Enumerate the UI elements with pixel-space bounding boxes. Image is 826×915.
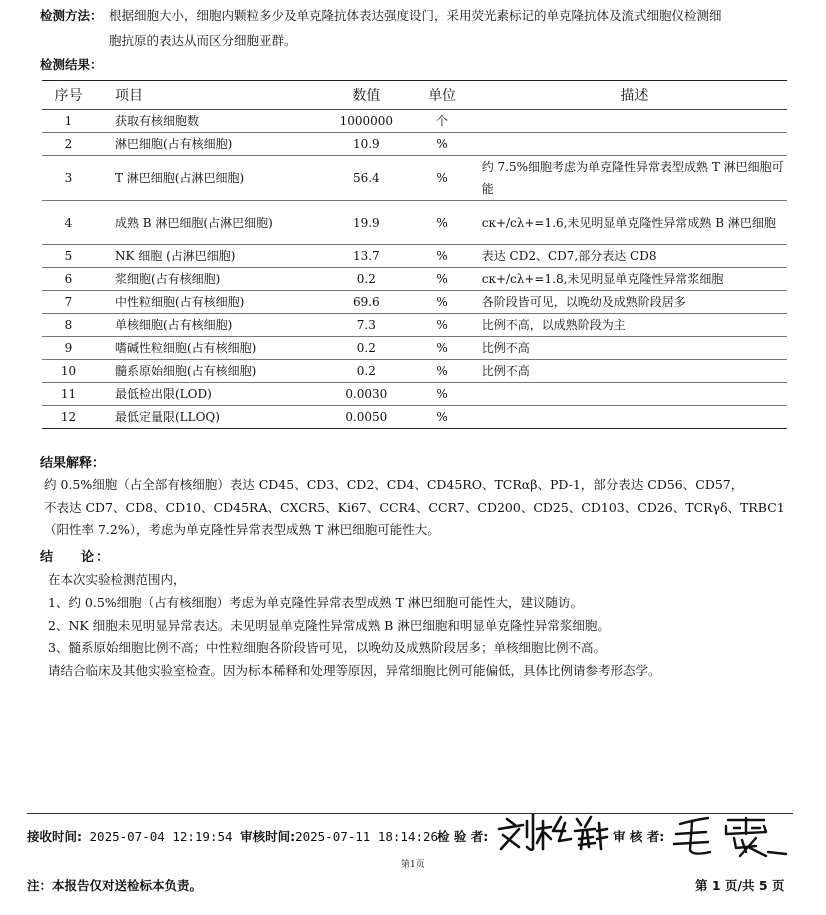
cell-no: 6	[42, 268, 95, 291]
cell-value: 13.7	[322, 245, 410, 268]
cell-no: 11	[42, 383, 95, 406]
cell-unit: 个	[410, 110, 473, 133]
cell-desc: 各阶段皆可见，以晚幼及成熟阶段居多	[474, 291, 787, 314]
page-number-center: 第1页	[401, 860, 425, 870]
cell-desc	[474, 406, 787, 429]
footer-note: 注：本报告仅对送检标本负责。	[27, 878, 203, 893]
cell-no: 5	[42, 245, 95, 268]
cell-no: 12	[42, 406, 95, 429]
conclusion-label-b: 论：	[81, 550, 112, 565]
cell-no: 9	[42, 337, 95, 360]
page-number: 第 1 页/共 5 页	[695, 878, 785, 893]
reviewer-signature	[670, 814, 790, 858]
cell-no: 8	[42, 314, 95, 337]
cell-no: 3	[42, 156, 95, 201]
cell-value: 0.2	[322, 337, 410, 360]
conclusion-line: 1、约 0.5%细胞（占有核细胞）考虑为单克隆性异常表型成熟 T 淋巴细胞可能性大，建议随访。	[48, 595, 583, 610]
cell-item: 最低检出限(LOD)	[95, 383, 322, 406]
cell-item: 最低定量限(LLOQ)	[95, 406, 322, 429]
interpretation-line-3: （阳性率 7.2%），考虑为单克隆性异常表型成熟 T 淋巴细胞可能性大。	[44, 522, 440, 537]
conclusion-label	[40, 546, 111, 565]
cell-value: 0.0030	[322, 383, 410, 406]
inspector-signature	[495, 811, 610, 853]
table-row	[42, 291, 787, 314]
cell-unit: %	[410, 406, 473, 429]
method-text-line-1: 根据细胞大小，细胞内颗粒多少及单克隆抗体表达强度设门，采用荧光素标记的单克隆抗体及流式细胞仪检测细	[109, 8, 722, 23]
cell-desc: cκ+/cλ+=1.6,未见明显单克隆性异常成熟 B 淋巴细胞	[474, 201, 787, 245]
method-label: 检测方法：	[40, 8, 103, 23]
cell-item: 淋巴细胞(占有核细胞)	[95, 133, 322, 156]
cell-desc: 约 7.5%细胞考虑为单克隆性异常表型成熟 T 淋巴细胞可能	[474, 156, 787, 201]
cell-value: 0.2	[322, 268, 410, 291]
conclusion-line: 3、髓系原始细胞比例不高；中性粒细胞各阶段皆可见，以晚幼及成熟阶段居多；单核细胞比例不高。	[48, 640, 606, 655]
conclusion-line: 2、NK 细胞未见明显异常表达。未见明显单克隆性异常成熟 B 淋巴细胞和明显单克隆性异常浆细胞。	[48, 618, 610, 633]
table-row	[42, 156, 787, 201]
table-row	[42, 360, 787, 383]
cell-item: 浆细胞(占有核细胞)	[95, 268, 322, 291]
header-desc: 描述	[474, 81, 787, 110]
table-row	[42, 245, 787, 268]
cell-item: 嗜碱性粒细胞(占有核细胞)	[95, 337, 322, 360]
cell-unit: %	[410, 156, 473, 201]
cell-item: 中性粒细胞(占有核细胞)	[95, 291, 322, 314]
header-no: 序号	[42, 81, 95, 110]
cell-no: 10	[42, 360, 95, 383]
cell-desc	[474, 110, 787, 133]
cell-unit: %	[410, 245, 473, 268]
cell-item: T 淋巴细胞(占淋巴细胞)	[95, 156, 322, 201]
cell-unit: %	[410, 291, 473, 314]
cell-value: 0.0050	[322, 406, 410, 429]
table-row	[42, 337, 787, 360]
results-table	[42, 80, 787, 429]
cell-unit: %	[410, 314, 473, 337]
cell-unit: %	[410, 268, 473, 291]
cell-desc: cκ+/cλ+=1.8,未见明显单克隆性异常浆细胞	[474, 268, 787, 291]
table-row	[42, 201, 787, 245]
header-unit: 单位	[410, 81, 473, 110]
cell-item: 获取有核细胞数	[95, 110, 322, 133]
cell-value: 0.2	[322, 360, 410, 383]
table-row	[42, 314, 787, 337]
table-row	[42, 383, 787, 406]
cell-value: 69.6	[322, 291, 410, 314]
cell-item: 髓系原始细胞(占有核细胞)	[95, 360, 322, 383]
cell-unit: %	[410, 133, 473, 156]
received-value: 2025-07-04 12:19:54	[89, 829, 233, 844]
conclusion-line: 请结合临床及其他实验室检查。因为标本稀释和处理等原因，异常细胞比例可能偏低，具体比例请参考形态学。	[48, 663, 661, 678]
conclusion-line: 在本次实验检测范围内，	[48, 572, 186, 587]
table-header-row	[42, 81, 787, 110]
cell-item: 成熟 B 淋巴细胞(占淋巴细胞)	[95, 201, 322, 245]
table-row	[42, 110, 787, 133]
cell-desc: 比例不高，以成熟阶段为主	[474, 314, 787, 337]
cell-unit: %	[410, 383, 473, 406]
footer-timestamps	[27, 827, 438, 845]
cell-value: 7.3	[322, 314, 410, 337]
cell-unit: %	[410, 360, 473, 383]
cell-desc: 比例不高	[474, 337, 787, 360]
cell-unit: %	[410, 337, 473, 360]
interpretation-line-1: 约 0.5%细胞（占全部有核细胞）表达 CD45、CD3、CD2、CD4、CD45RO、TCRαβ、PD-1，部分表达 CD56、CD57，	[44, 477, 744, 492]
header-item: 项目	[95, 81, 322, 110]
cell-no: 2	[42, 133, 95, 156]
cell-desc: 比例不高	[474, 360, 787, 383]
cell-value: 1000000	[322, 110, 410, 133]
table-row	[42, 406, 787, 429]
reviewer-label: 审 核 者:	[613, 829, 665, 844]
cell-item: 单核细胞(占有核细胞)	[95, 314, 322, 337]
cell-desc	[474, 383, 787, 406]
received-label: 接收时间:	[27, 829, 82, 844]
table-row	[42, 133, 787, 156]
cell-value: 56.4	[322, 156, 410, 201]
cell-desc: 表达 CD2、CD7,部分表达 CD8	[474, 245, 787, 268]
cell-no: 4	[42, 201, 95, 245]
cell-value: 19.9	[322, 201, 410, 245]
header-value: 数值	[322, 81, 410, 110]
cell-value: 10.9	[322, 133, 410, 156]
conclusion-label-a: 结	[40, 550, 56, 565]
interpretation-line-2: 不表达 CD7、CD8、CD10、CD45RA、CXCR5、Ki67、CCR4、CCR7、CD200、CD25、CD103、CD26、TCRγδ、TRBC1	[44, 500, 785, 515]
table-row	[42, 268, 787, 291]
cell-desc	[474, 133, 787, 156]
cell-unit: %	[410, 201, 473, 245]
reviewed-time-value: 2025-07-11 18:14:26	[295, 829, 439, 844]
interpretation-label: 结果解释：	[40, 456, 106, 471]
reviewed-time-label: 审核时间:	[240, 829, 296, 844]
cell-no: 7	[42, 291, 95, 314]
method-text-line-2: 胞抗原的表达从而区分细胞亚群。	[109, 33, 297, 48]
results-label: 检测结果：	[40, 57, 103, 72]
cell-no: 1	[42, 110, 95, 133]
cell-item: NK 细胞 (占淋巴细胞)	[95, 245, 322, 268]
inspector-label: 检 验 者:	[437, 829, 489, 844]
